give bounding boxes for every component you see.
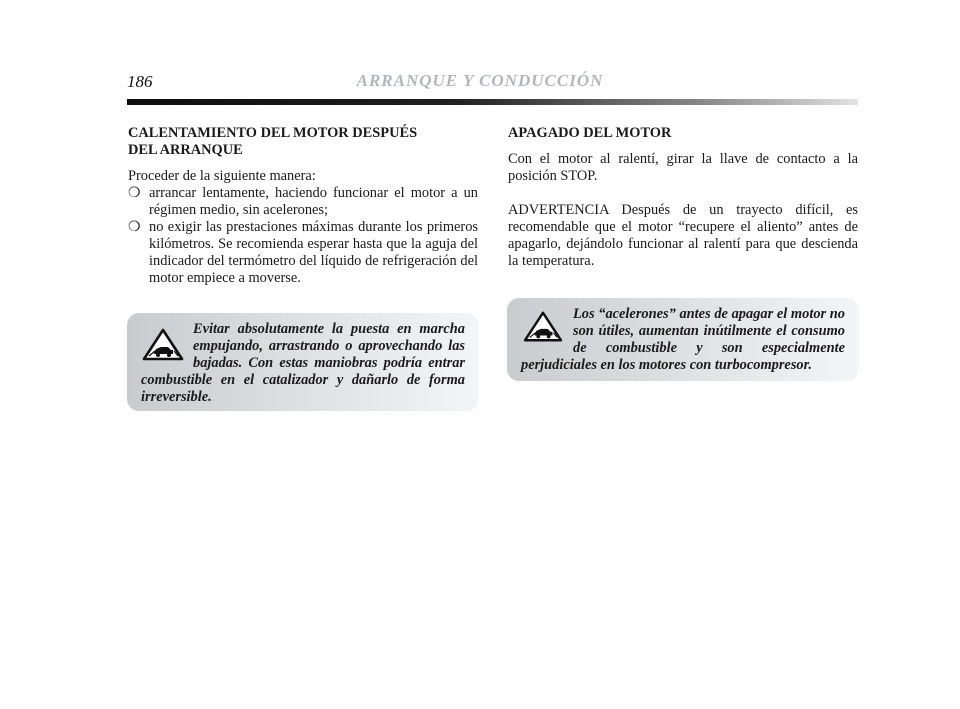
bullet-text: arrancar lentamente, haciendo funcionar el motor a un régimen medio, sin acelerones; <box>149 185 478 218</box>
bullet-text: no exigir las prestaciones máximas durante los primeros kilómetros. Se recomienda esperar hasta que la aguja del indicador del termómetro del líquido de refrigeración del motor empiece a moverse. <box>149 219 478 286</box>
bullet-icon: ❍ <box>128 186 141 201</box>
warning-box-warmup <box>127 313 479 411</box>
warmup-intro: Proceder de la siguiente manera: <box>128 168 316 184</box>
warning-text: Evitar absolutamente la puesta en marcha empujando, arrastrando o aprovechando las bajadas. Con estas maniobras podría entrar combustible en el catalizador y dañarlo de forma irreversible. <box>141 321 465 405</box>
section-title: ARRANQUE Y CONDUCCIÓN <box>356 71 604 90</box>
bullet-icon: ❍ <box>128 220 141 235</box>
page-number: 186 <box>127 72 153 91</box>
shutdown-paragraph-2: ADVERTENCIA Después de un trayecto difícil, es recomendable que el motor “recupere el aliento” antes de apagarlo, dejándolo funcionar al ralentí para que descienda la temperatura. <box>508 202 858 269</box>
left-column <box>128 125 478 287</box>
warmup-heading-line2: DEL ARRANQUE <box>128 142 243 158</box>
list-item <box>128 219 478 287</box>
warning-box-shutdown <box>507 298 859 381</box>
shutdown-heading: APAGADO DEL MOTOR <box>508 125 672 141</box>
warmup-bullet-list <box>128 185 478 287</box>
warning-text: Los “acelerones” antes de apagar el motor no son útiles, aumentan inútilmente el consumo de combustible y son especialmente perjudiciales en los motores con turbocompresor. <box>521 306 845 373</box>
header-rule <box>127 99 858 105</box>
list-item <box>128 185 478 219</box>
warmup-heading-line1: CALENTAMIENTO DEL MOTOR DESPUÉS <box>128 125 418 141</box>
right-column <box>508 125 858 270</box>
shutdown-paragraph-1: Con el motor al ralentí, girar la llave de contacto a la posición STOP. <box>508 151 858 184</box>
warmup-heading <box>128 125 478 159</box>
warning-triangle-icon <box>141 327 185 363</box>
warning-triangle-icon <box>521 310 565 344</box>
